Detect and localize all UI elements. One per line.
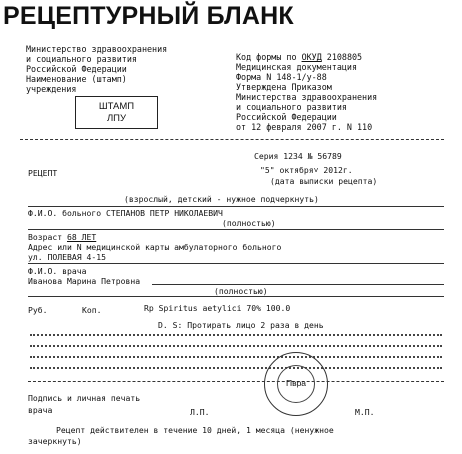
form-right-line: Утверждена Приказом — [236, 82, 332, 92]
form-right-line: от 12 февраля 2007 г. N 110 — [236, 122, 373, 132]
age-row — [28, 232, 96, 242]
form-code-line — [236, 52, 377, 62]
separator-line — [20, 139, 444, 140]
doctor-caption: (полностью) — [214, 286, 268, 296]
doctor-label: Ф.И.О. врача — [28, 266, 87, 276]
dotted-line — [30, 356, 442, 358]
patient-fio-row — [28, 208, 223, 218]
doctor-value: Иванова Марина Петровна — [28, 276, 141, 286]
ministry-line: учреждения — [26, 84, 77, 94]
stamp-text: ШТАМП — [98, 101, 135, 112]
form-right-line: Форма N 148-1/у-88 — [236, 72, 327, 82]
ministry-line: и социального развития — [26, 54, 137, 64]
recipe-label: РЕЦЕПТ — [28, 168, 58, 178]
signature-label: Подпись и личная печать — [28, 393, 141, 403]
form-right-line: Министерства здравоохранения — [236, 92, 378, 102]
stamp-subtext: ЛПУ — [106, 113, 127, 124]
seal-stamp — [264, 352, 328, 416]
rp-line: Rp Spiritus aetylici 70% 100.0 — [144, 303, 291, 313]
ministry-line: Наименование (штамп) — [26, 74, 127, 84]
signature-label-doctor: врача — [28, 405, 53, 415]
patient-line-bottom — [28, 229, 444, 230]
seal-text: Пвра — [285, 378, 307, 388]
ds-line: D. S: Протирать лицо 2 раза в день — [158, 320, 324, 330]
form-title: РЕЦЕПТУРНЫЙ БЛАНК — [3, 2, 294, 30]
dotted-line — [30, 345, 442, 347]
ministry-line: Российской Федерации — [26, 64, 127, 74]
form-right-line: Российской Федерации — [236, 112, 337, 122]
address-value: ул. ПОЛЕВАЯ 4-15 — [28, 252, 106, 262]
form-code-value: 2108805 — [321, 52, 363, 62]
address-label: Адрес или N медицинской карты амбулаторного больного — [28, 242, 282, 252]
dashed-separator — [28, 381, 444, 382]
form-code-prefix: Код формы по — [236, 52, 302, 62]
patient-fio-label: Ф.И.О. больного — [28, 208, 102, 218]
validity-text: Рецепт действителен в течение 10 дней, 1 месяца (ненужное — [56, 425, 334, 435]
patient-fio-caption: (полностью) — [222, 218, 276, 228]
patient-line-top — [28, 206, 444, 207]
prescription-date: "5" октября˅ 2012г. — [260, 165, 353, 175]
age-label: Возраст — [28, 232, 63, 242]
lp-label: Л.П. — [190, 407, 210, 417]
form-right-line: и социального развития — [236, 102, 347, 112]
dotted-line — [30, 334, 442, 336]
form-right-line: Медицинская документация — [236, 62, 358, 72]
ministry-line: Министерство здравоохранения — [26, 44, 168, 54]
doctor-bottom-line — [28, 296, 444, 297]
ministry-block — [26, 44, 167, 94]
dotted-line — [30, 367, 442, 369]
kop-label: Коп. — [82, 305, 102, 315]
age-group-hint: (взрослый, детский - нужное подчеркнуть) — [124, 194, 319, 204]
rub-label: Руб. — [28, 305, 48, 315]
okud-label: ОКУД — [301, 52, 322, 62]
doctor-line — [152, 284, 444, 285]
form-code-block — [236, 52, 377, 132]
mp-label: М.П. — [355, 407, 375, 417]
validity-text-cont: зачеркнуть) — [28, 436, 82, 446]
series-label: Серия 1234 № 56789 — [254, 151, 342, 161]
age-value: 68 ЛЕТ — [67, 232, 97, 242]
address-line — [28, 263, 444, 264]
date-caption: (дата выписки рецепта) — [270, 176, 378, 186]
patient-fio-value: СТЕПАНОВ ПЕТР НИКОЛАЕВИЧ — [105, 208, 223, 218]
stamp-box — [75, 96, 158, 129]
